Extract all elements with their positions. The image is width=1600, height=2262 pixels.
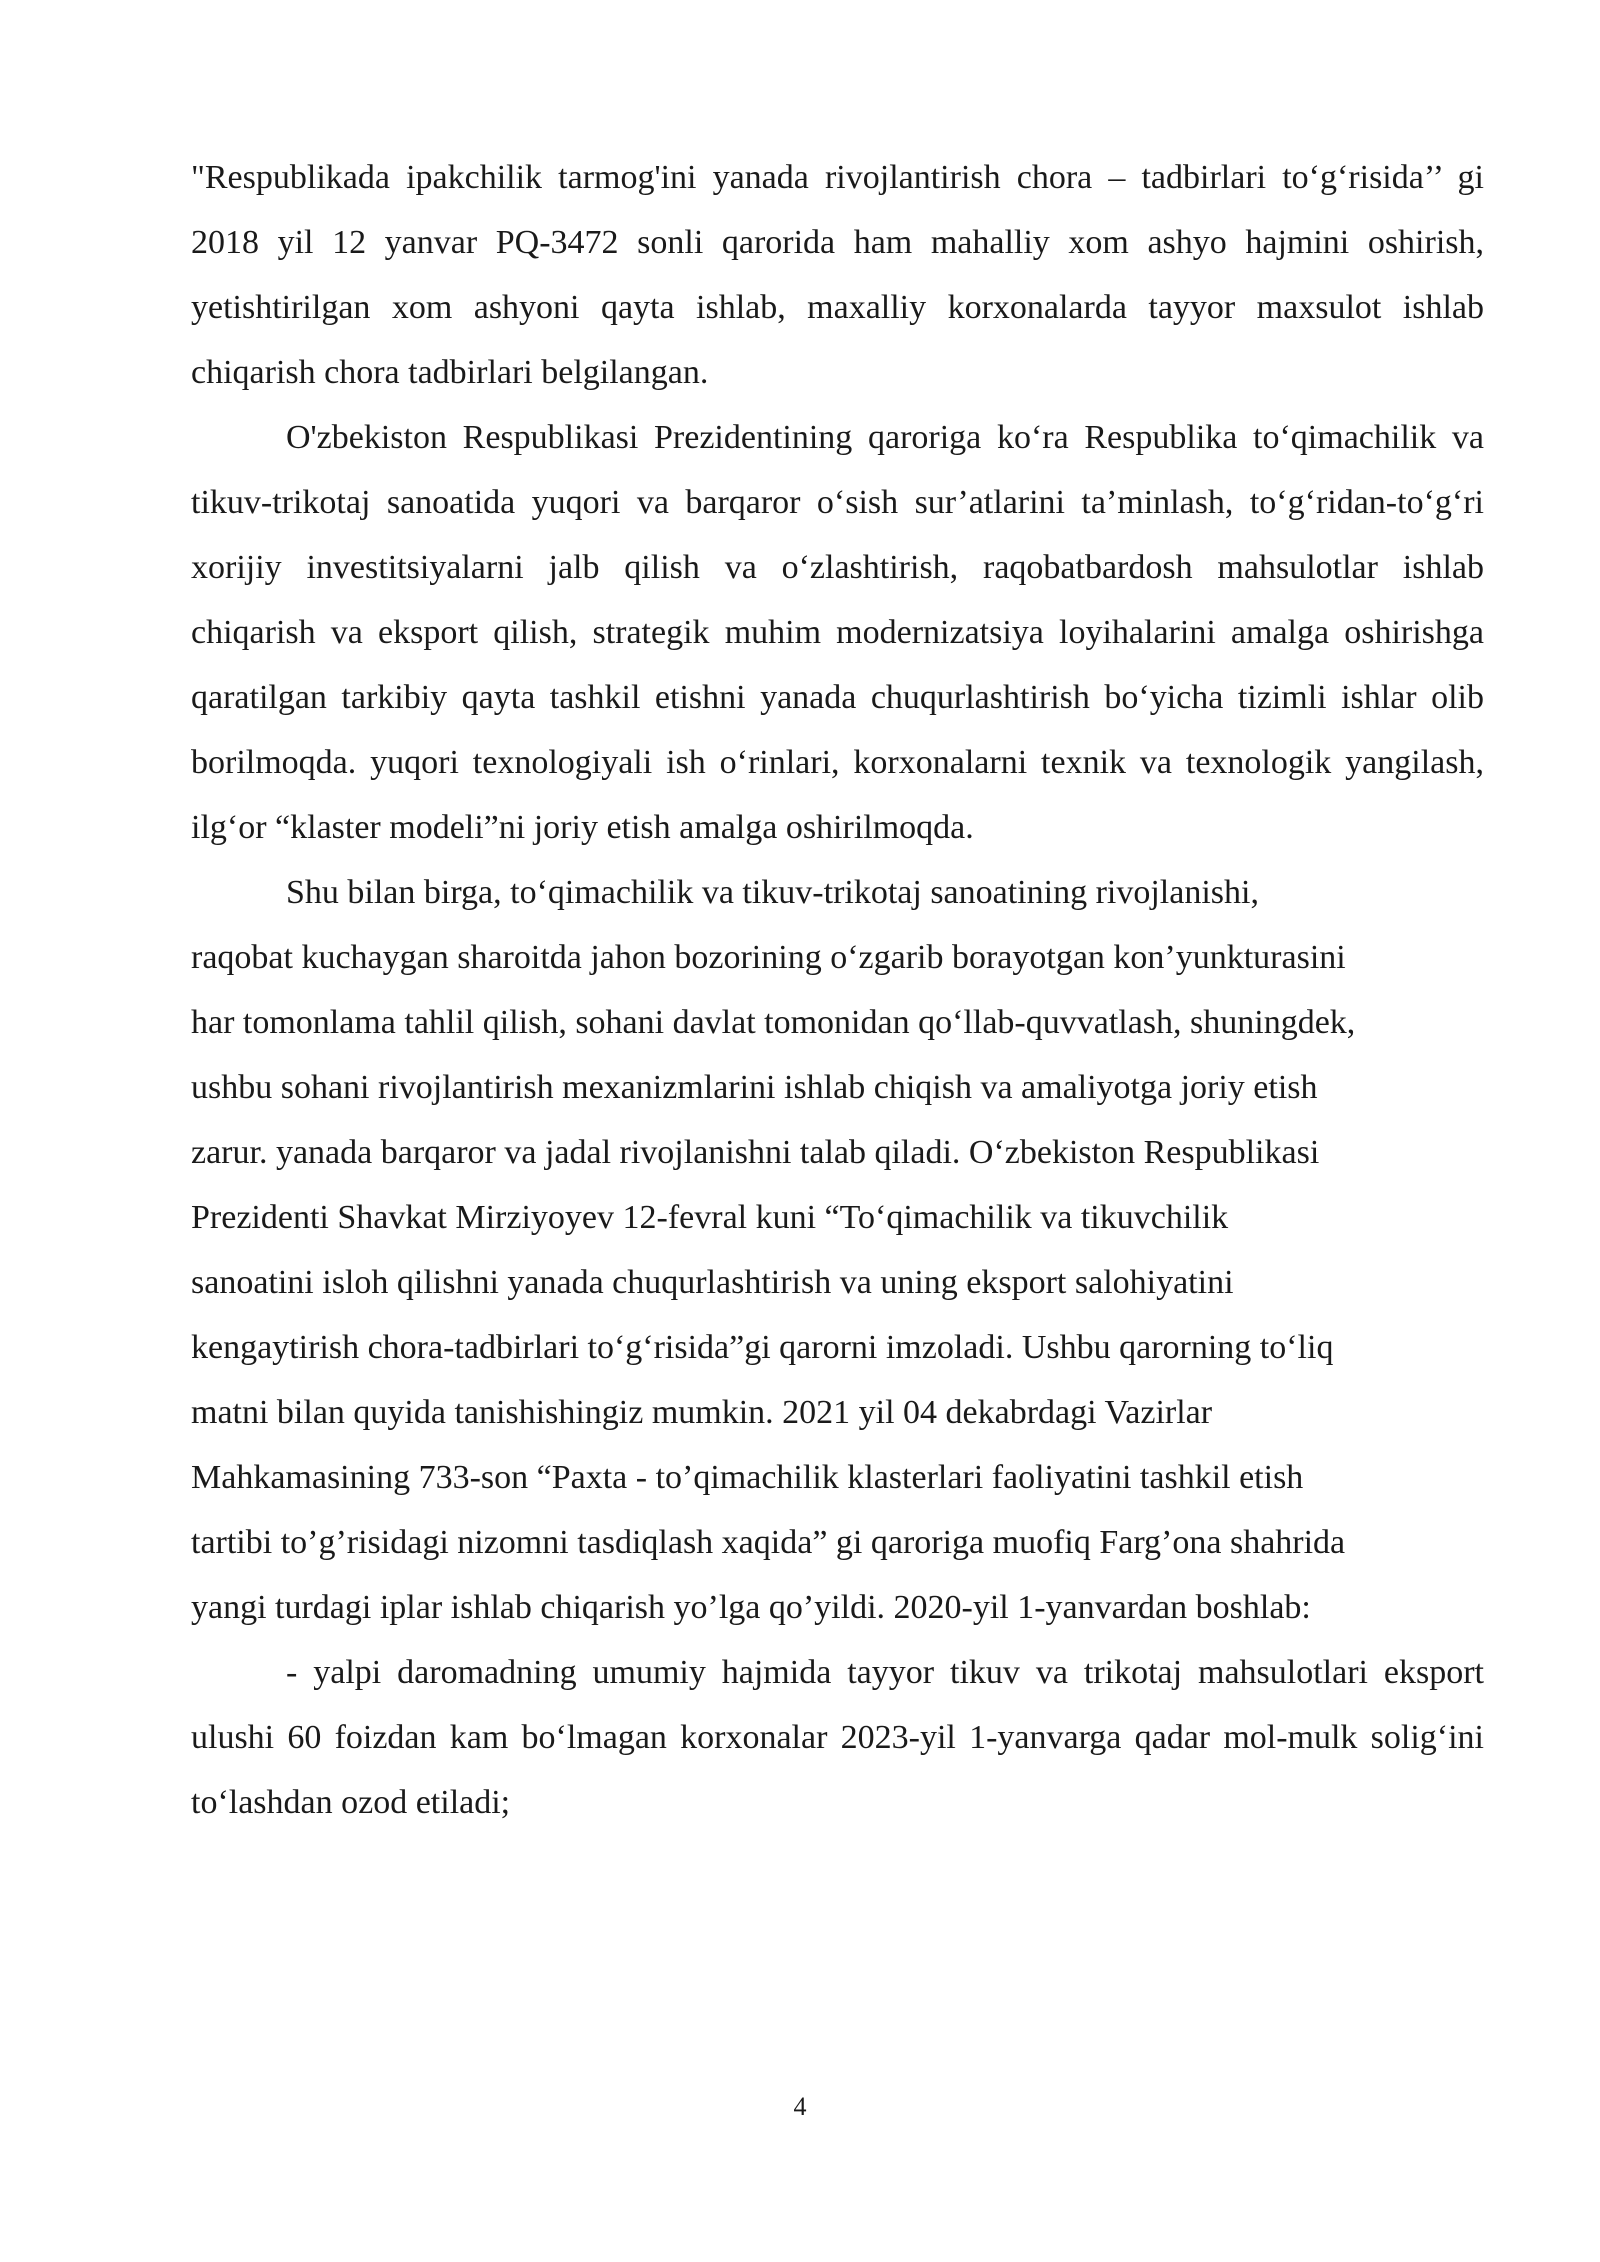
page-number: 4	[793, 2092, 807, 2121]
paragraph-line: Shu bilan birga, to‘qimachilik va tikuv-trikotaj sanoatining rivojlanishi,	[286, 874, 1259, 911]
document-body	[191, 145, 1484, 1835]
paragraph-line: kengaytirish chora-tadbirlari to‘g‘risida”gi qarorni imzoladi. Ushbu qarorning to‘liq	[191, 1329, 1334, 1366]
paragraph-line: Prezidenti Shavkat Mirziyoyev 12-fevral kuni “To‘qimachilik va tikuvchilik	[191, 1199, 1229, 1236]
paragraph-line: ushbu sohani rivojlantirish mexanizmlarini ishlab chiqish va amaliyotga joriy etish	[191, 1069, 1318, 1106]
paragraph-president-decision: O'zbekiston Respublikasi Prezidentining qaroriga ko‘ra Respublika to‘qimachilik va tikuv-trikotaj sanoatida yuqori va barqaror o‘sish sur’atlarini ta’minlash, to‘g‘ridan-to‘g‘ri xorijiy investitsiyalarni jalb qilish va o‘zlashtirish, raqobatbardosh mahsulotlar ishlab chiqarish va eksport qilish, strategik muhim modernizatsiya loyihalarini amalga oshirishga qaratilgan tarkibiy qayta tashkil etishni yanada chuqurlashtirish bo‘yicha tizimli ishlar olib borilmoqda. yuqori texnologiyali ish o‘rinlari, korxonalarni texnik va texnologik yangilash, ilg‘or “klaster modeli”ni joriy etish amalga oshirilmoqda.	[191, 419, 1484, 846]
paragraph-line: har tomonlama tahlil qilish, sohani davlat tomonidan qo‘llab-quvvatlash, shuningdek,	[191, 1004, 1356, 1041]
paragraph-line: Mahkamasining 733-son “Paxta - to’qimachilik klasterlari faoliyatini tashkil etish	[191, 1459, 1304, 1496]
paragraph-line: zarur. yanada barqaror va jadal rivojlanishni talab qiladi. O‘zbekiston Respublikasi	[191, 1134, 1320, 1171]
paragraph-tax-exemption-item: - yalpi daromadning umumiy hajmida tayyor tikuv va trikotaj mahsulotlari eksport ulushi 60 foizdan kam bo‘lmagan korxonalar 2023-yil 1-yanvarga qadar mol-mulk solig‘ini to‘lashdan ozod etiladi;	[191, 1654, 1484, 1821]
paragraph-line: yangi turdagi iplar ishlab chiqarish yo’lga qo’yildi. 2020-yil 1-yanvardan boshlab:	[191, 1589, 1311, 1626]
paragraph-line: sanoatini isloh qilishni yanada chuqurlashtirish va uning eksport salohiyatini	[191, 1264, 1234, 1301]
paragraph-line: matni bilan quyida tanishishingiz mumkin. 2021 yil 04 dekabrdagi Vazirlar	[191, 1394, 1213, 1431]
paragraph-textile-development	[191, 860, 1484, 1640]
paragraph-silk-decree: "Respublikada ipakchilik tarmog'ini yanada rivojlantirish chora – tadbirlari to‘g‘risida’’ gi 2018 yil 12 yanvar PQ-3472 sonli qarorida ham mahalliy xom ashyo hajmini oshirish, yetishtirilgan xom ashyoni qayta ishlab, maxalliy korxonalarda tayyor maxsulot ishlab chiqarish chora tadbirlari belgilangan.	[191, 159, 1484, 391]
paragraph-line: raqobat kuchaygan sharoitda jahon bozorining o‘zgarib borayotgan kon’yunkturasini	[191, 939, 1346, 976]
paragraph-line: tartibi to’g’risidagi nizomni tasdiqlash xaqida” gi qaroriga muofiq Farg’ona shahrida	[191, 1524, 1346, 1561]
